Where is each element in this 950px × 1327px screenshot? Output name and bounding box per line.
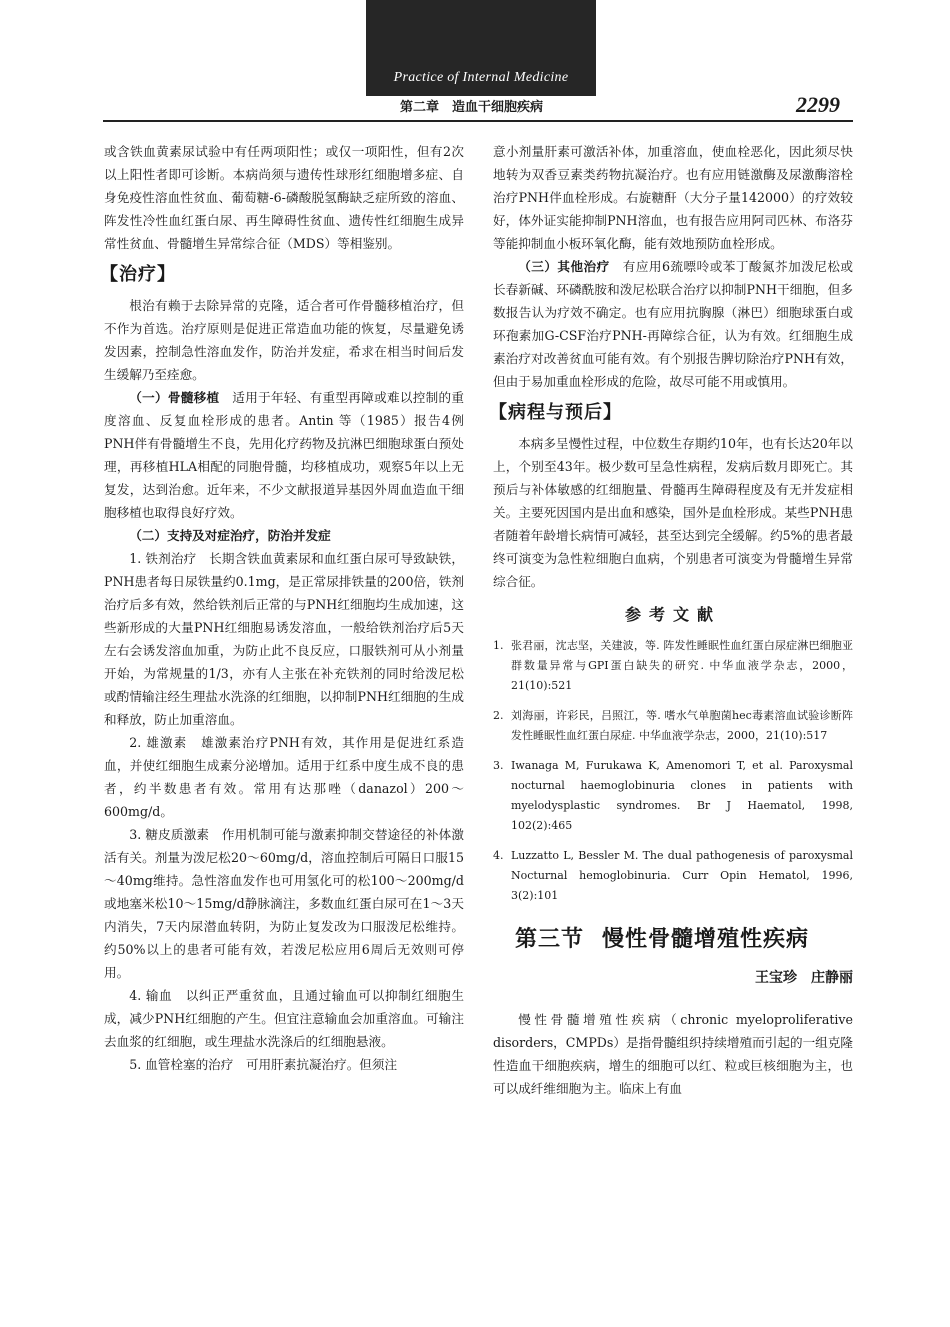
- reference-text: 刘海丽，许彩民，吕照江，等. 嗜水气单胞菌hec毒素溶血试验诊断阵发性睡眠性血红蛋白尿症. 中华血液学杂志，2000，21(10):517: [511, 709, 853, 742]
- reference-list: [493, 636, 853, 906]
- section-name: 慢性骨髓增殖性疾病: [602, 927, 810, 952]
- running-head: [0, 92, 950, 120]
- references-title: 参考文献: [624, 605, 721, 624]
- paragraph: 根治有赖于去除异常的克隆，适合者可作骨髓移植治疗，但不作为首选。治疗原则是促进正常造血功能的恢复，尽量避免诱发因素，控制急性溶血发作，防治并发症，希求在相当时间后发生缓解乃至痊愈。: [104, 298, 464, 382]
- reference-item: [493, 846, 853, 906]
- subheading: （一）骨髓移植: [129, 390, 220, 405]
- subheading: （三）其他治疗: [518, 259, 610, 274]
- reference-number: 1.: [493, 639, 504, 652]
- left-column: [100, 140, 465, 1076]
- reference-number: 4.: [493, 849, 504, 862]
- paragraph: 本病多呈慢性过程，中位数生存期约10年，也有长达20年以上，个别至43年。极少数可呈急性病程，发病后数月即死亡。其预后与补体敏感的红细胞量、骨髓再生障碍程度及有无并发症相关。主要死因国内是出血和感染，国外是血栓形成。某些PNH患者随着年龄增长病情可减轻，甚至达到完全缓解。约5%的患者最终可演变为急性粒细胞白血病，个别患者可演变为骨髓增生异常综合征。: [493, 436, 854, 589]
- reference-item: [493, 636, 853, 696]
- paragraph: [104, 386, 464, 524]
- page-number: 2299: [796, 92, 840, 117]
- reference-number: 2.: [493, 709, 504, 722]
- reference-text: Luzzatto L, Bessler M. The dual pathogenesis of paroxysmal Nocturnal hemoglobinuria. Curr Opin Hematol, 1996, 3(2):101: [511, 849, 853, 902]
- header-rule: [103, 120, 853, 122]
- paragraph: 慢性骨髓增殖性疾病（chronic myeloproliferative disorders，CMPDs）是指骨髓组织持续增殖而引起的一组克隆性造血干细胞疾病，增生的细胞可以红、粒或巨核细胞为主，也可以成纤维细胞为主。临床上有血: [493, 1012, 853, 1096]
- list-item: 1. 铁剂治疗 长期含铁血黄素尿和血红蛋白尿可导致缺铁，PNH患者每日尿铁量约0.1mg，是正常尿排铁量的200倍，铁剂治疗后多有效，然给铁剂后正常的与PNH红细胞均生成加速，这些新形成的大量PNH红细胞易诱发溶血，一般给铁剂治疗后5天左右会诱发溶血加重，为防止此不良反应，口服铁剂可从小剂量开始，为常规量的1/3，亦有人主张在补充铁剂的同时给泼尼松或酌情输注经生理盐水洗涤的红细胞，以抑制PNH红细胞的生成和释放，防止加重溶血。: [104, 551, 464, 727]
- section-heading-prognosis: 【病程与预后】: [489, 402, 622, 423]
- subheading: （二）支持及对症治疗，防治并发症: [129, 528, 331, 543]
- authors: 王宝珍 庄静丽: [755, 970, 853, 986]
- chapter-label: 第二章 造血干细胞疾病: [400, 100, 544, 115]
- subheading-text: 有应用6巯嘌呤或苯丁酸氮芥加泼尼松或长春新碱、环磷酰胺和泼尼松联合治疗以抑制PNH干细胞，但多数报告认为疗效不确定。也有应用抗胸腺（淋巴）细胞球蛋白或环孢素加G-CSF治疗PNH-再障综合征，认为有效。红细胞生成素治疗对改善贫血可能有效。有个别报告脾切除治疗PNH有效，但由于易加重血栓形成的危险，故尽可能不用或慎用。: [493, 259, 854, 389]
- paragraph: [493, 255, 853, 393]
- list-item: 5. 血管栓塞的治疗 可用肝素抗凝治疗。但须注: [129, 1057, 398, 1072]
- reference-item: [493, 706, 853, 746]
- list-item: 2. 雄激素 雄激素治疗PNH有效，其作用是促进红系造血，并使红细胞生成素分泌增加。适用于红系中度生成不良的患者，约半数患者有效。常用有达那唑（danazol）200～600mg/d。: [104, 735, 464, 819]
- section-title: [515, 928, 853, 951]
- subheading-text: 适用于年轻、有重型再障或难以控制的重度溶血、反复血栓形成的患者。Antin 等（1985）报告4例PNH伴有骨髓增生不良，先用化疗药物及抗淋巴细胞球蛋白预处理，再移植HLA相配的同胞骨髓，均移植成功，观察5年以上无复发，达到治愈。近年来，不少文献报道异基因外周血造血干细胞移植也取得良好疗效。: [104, 390, 465, 520]
- list-item: 4. 输血 以纠正严重贫血，且通过输血可以抑制红细胞生成，减少PNH红细胞的产生。但宜注意输血会加重溶血。可输注去血浆的红细胞，或生理盐水洗涤后的红细胞悬液。: [104, 988, 464, 1049]
- paragraph: 意小剂量肝素可激活补体，加重溶血，使血栓恶化，因此须尽快地转为双香豆素类药物抗凝治疗。也有应用链激酶及尿激酶溶栓治疗PNH伴血栓形成。右旋糖酐（大分子量142000）的疗效较好，体外证实能抑制PNH溶血，也有报告应用阿司匹林、布洛芬等能抑制血小板环氧化酶，能有效地预防血栓形成。: [493, 144, 853, 251]
- paragraph: 或含铁血黄素尿试验中有任两项阳性；或仅一项阳性，但有2次以上阳性者即可诊断。本病尚须与遗传性球形红细胞增多症、自身免疫性溶血性贫血、葡萄糖-6-磷酸脱氢酶缺乏症所致的溶血、阵发性冷性血红蛋白尿、再生障碍性贫血、遗传性红细胞生成异常性贫血、骨髓增生异常综合征（MDS）等相鉴别。: [104, 144, 464, 251]
- section-number: 第三节: [515, 927, 585, 952]
- reference-item: [493, 756, 853, 836]
- journal-title: Practice of Internal Medicine: [393, 70, 569, 85]
- section-heading-treatment: 【治疗】: [100, 264, 176, 285]
- right-column: [489, 140, 854, 1100]
- reference-text: 张君丽，沈志坚，关建波，等. 阵发性睡眠性血红蛋白尿症淋巴细胞亚群数量异常与GPI蛋白缺失的研究. 中华血液学杂志，2000，21(10):521: [511, 639, 853, 692]
- list-item: 3. 糖皮质激素 作用机制可能与激素抑制交替途径的补体激活有关。剂量为泼尼松20～60mg/d，溶血控制后可隔日口服15～40mg维持。急性溶血发作也可用氢化可的松100～200mg/d或地塞米松10～15mg/d静脉滴注，多数血红蛋白尿可在1～3天内消失，7天内尿潜血转阴，为防止复发改为口服泼尼松维持。约50%以上的患者可能有效，若泼尼松应用6周后无效则可停用。: [104, 827, 464, 980]
- reference-text: Iwanaga M, Furukawa K, Amenomori T, et al. Paroxysmal nocturnal haemoglobinuria clones in patients with myelodysplastic syndromes. Br J Haematol, 1998, 102(2):465: [511, 759, 853, 832]
- reference-number: 3.: [493, 759, 504, 772]
